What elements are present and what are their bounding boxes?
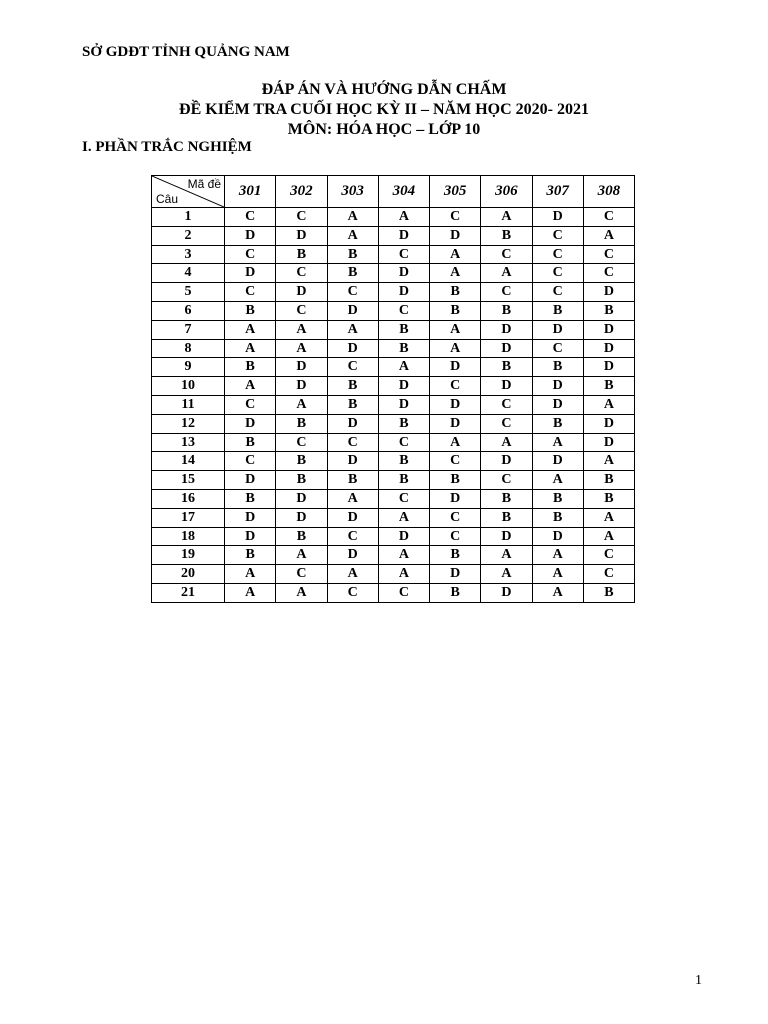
corner-header-cell	[152, 176, 225, 208]
answer-table-body	[152, 208, 635, 603]
answer-cell: B	[276, 414, 327, 433]
answer-cell: D	[532, 395, 583, 414]
answer-cell: B	[532, 508, 583, 527]
question-number-cell: 10	[152, 377, 225, 396]
answer-cell: C	[430, 377, 481, 396]
answer-cell: D	[583, 358, 634, 377]
answer-cell: D	[327, 301, 378, 320]
answer-cell: A	[378, 508, 429, 527]
answer-cell: C	[532, 264, 583, 283]
answer-cell: B	[327, 377, 378, 396]
answer-cell: A	[276, 395, 327, 414]
answer-cell: C	[430, 208, 481, 227]
answer-cell: B	[276, 452, 327, 471]
question-number-cell: 11	[152, 395, 225, 414]
answer-cell: B	[378, 471, 429, 490]
table-row	[152, 320, 635, 339]
answer-cell: D	[532, 452, 583, 471]
answer-cell: D	[583, 320, 634, 339]
answer-cell: C	[481, 414, 532, 433]
table-row	[152, 264, 635, 283]
exam-code-header: 306	[481, 176, 532, 208]
answer-cell: D	[225, 264, 276, 283]
table-row	[152, 395, 635, 414]
answer-cell: A	[225, 583, 276, 602]
answer-cell: C	[378, 433, 429, 452]
answer-cell: C	[225, 208, 276, 227]
answer-cell: D	[532, 527, 583, 546]
answer-cell: C	[378, 245, 429, 264]
answer-cell: B	[532, 358, 583, 377]
answer-cell: D	[378, 395, 429, 414]
answer-cell: A	[327, 226, 378, 245]
answer-cell: B	[583, 301, 634, 320]
answer-cell: A	[583, 452, 634, 471]
answer-cell: D	[481, 527, 532, 546]
answer-cell: D	[327, 452, 378, 471]
answer-cell: A	[481, 433, 532, 452]
answer-cell: A	[430, 245, 481, 264]
table-row	[152, 527, 635, 546]
exam-code-header: 304	[378, 176, 429, 208]
table-row	[152, 508, 635, 527]
answer-cell: B	[225, 358, 276, 377]
answer-cell: A	[430, 264, 481, 283]
answer-cell: A	[327, 489, 378, 508]
answer-cell: B	[276, 527, 327, 546]
table-row	[152, 583, 635, 602]
table-row	[152, 301, 635, 320]
table-row	[152, 358, 635, 377]
answer-cell: B	[532, 489, 583, 508]
answer-cell: B	[276, 471, 327, 490]
answer-cell: B	[378, 452, 429, 471]
question-number-cell: 2	[152, 226, 225, 245]
answer-cell: D	[481, 583, 532, 602]
table-row	[152, 377, 635, 396]
answer-cell: D	[430, 226, 481, 245]
answer-cell: B	[225, 546, 276, 565]
answer-cell: A	[430, 320, 481, 339]
answer-cell: C	[532, 226, 583, 245]
answer-cell: C	[481, 283, 532, 302]
question-number-cell: 19	[152, 546, 225, 565]
answer-cell: D	[532, 320, 583, 339]
answer-cell: A	[225, 320, 276, 339]
answer-cell: C	[532, 245, 583, 264]
answer-cell: A	[532, 546, 583, 565]
answer-cell: C	[225, 283, 276, 302]
table-row	[152, 489, 635, 508]
question-number-cell: 5	[152, 283, 225, 302]
answer-cell: D	[430, 414, 481, 433]
answer-cell: A	[276, 339, 327, 358]
answer-cell: A	[276, 546, 327, 565]
table-header-row	[152, 176, 635, 208]
question-number-cell: 4	[152, 264, 225, 283]
question-number-cell: 20	[152, 565, 225, 584]
answer-cell: B	[430, 471, 481, 490]
answer-cell: C	[430, 527, 481, 546]
answer-cell: C	[327, 433, 378, 452]
answer-cell: D	[481, 320, 532, 339]
answer-cell: C	[378, 583, 429, 602]
answer-cell: B	[481, 301, 532, 320]
answer-cell: C	[481, 471, 532, 490]
answer-cell: B	[481, 489, 532, 508]
answer-cell: C	[276, 565, 327, 584]
table-row	[152, 414, 635, 433]
answer-cell: A	[276, 320, 327, 339]
table-row	[152, 565, 635, 584]
answer-cell: D	[430, 565, 481, 584]
answer-cell: D	[481, 339, 532, 358]
answer-cell: C	[430, 508, 481, 527]
table-row	[152, 283, 635, 302]
table-row	[152, 452, 635, 471]
answer-cell: B	[532, 414, 583, 433]
answer-cell: D	[481, 377, 532, 396]
answer-cell: A	[481, 546, 532, 565]
answer-cell: C	[481, 245, 532, 264]
question-number-cell: 16	[152, 489, 225, 508]
answer-cell: A	[225, 565, 276, 584]
answer-cell: D	[430, 489, 481, 508]
answer-cell: A	[583, 226, 634, 245]
answer-cell: B	[276, 245, 327, 264]
answer-cell: A	[532, 471, 583, 490]
answer-cell: B	[225, 301, 276, 320]
answer-cell: C	[481, 395, 532, 414]
question-number-cell: 9	[152, 358, 225, 377]
answer-cell: B	[583, 377, 634, 396]
page-number: 1	[695, 973, 702, 988]
question-number-cell: 12	[152, 414, 225, 433]
answer-cell: D	[430, 358, 481, 377]
answer-cell: D	[327, 546, 378, 565]
question-label: Câu	[156, 192, 179, 206]
section-heading: I. PHẦN TRẮC NGHIỆM	[82, 139, 252, 155]
answer-cell: C	[583, 245, 634, 264]
answer-cell: C	[276, 301, 327, 320]
question-number-cell: 8	[152, 339, 225, 358]
answer-cell: C	[378, 489, 429, 508]
answer-cell: A	[378, 208, 429, 227]
document-titles	[0, 80, 768, 140]
answer-cell: B	[225, 489, 276, 508]
table-row	[152, 546, 635, 565]
answer-cell: C	[225, 245, 276, 264]
answer-cell: D	[532, 208, 583, 227]
answer-cell: C	[276, 208, 327, 227]
answer-cell: D	[378, 264, 429, 283]
answer-cell: D	[327, 508, 378, 527]
answer-cell: D	[276, 489, 327, 508]
question-number-cell: 1	[152, 208, 225, 227]
answer-cell: C	[225, 395, 276, 414]
answer-cell: D	[276, 283, 327, 302]
answer-cell: D	[378, 283, 429, 302]
table-row	[152, 226, 635, 245]
answer-cell: C	[532, 283, 583, 302]
department-name: SỞ GDĐT TỈNH QUẢNG NAM	[82, 44, 290, 60]
answer-cell: D	[327, 414, 378, 433]
exam-code-header: 305	[430, 176, 481, 208]
answer-cell: B	[583, 471, 634, 490]
answer-cell: A	[276, 583, 327, 602]
answer-cell: D	[378, 377, 429, 396]
answer-cell: A	[481, 565, 532, 584]
answer-cell: A	[225, 339, 276, 358]
question-number-cell: 14	[152, 452, 225, 471]
question-number-cell: 13	[152, 433, 225, 452]
answer-cell: A	[481, 264, 532, 283]
answer-cell: C	[583, 565, 634, 584]
answer-cell: C	[327, 583, 378, 602]
answer-cell: D	[276, 358, 327, 377]
answer-cell: B	[430, 583, 481, 602]
answer-cell: B	[225, 433, 276, 452]
answer-cell: D	[225, 226, 276, 245]
answer-cell: A	[327, 565, 378, 584]
answer-cell: C	[583, 208, 634, 227]
answer-cell: B	[481, 358, 532, 377]
exam-code-label: Mã đề	[187, 177, 221, 191]
answer-cell: D	[225, 414, 276, 433]
answer-cell: A	[532, 565, 583, 584]
answer-cell: A	[583, 527, 634, 546]
answer-cell: A	[583, 508, 634, 527]
answer-cell: D	[276, 377, 327, 396]
answer-cell: B	[327, 245, 378, 264]
answer-cell: D	[583, 433, 634, 452]
answer-cell: D	[225, 471, 276, 490]
answer-cell: D	[225, 527, 276, 546]
answer-cell: D	[378, 527, 429, 546]
answer-cell: A	[481, 208, 532, 227]
title-line-1: ĐÁP ÁN VÀ HƯỚNG DẪN CHẤM	[261, 81, 507, 98]
answer-cell: B	[327, 395, 378, 414]
answer-cell: C	[225, 452, 276, 471]
exam-code-header: 303	[327, 176, 378, 208]
answer-cell: D	[430, 395, 481, 414]
answer-cell: D	[378, 226, 429, 245]
table-row	[152, 339, 635, 358]
answer-cell: C	[276, 264, 327, 283]
answer-cell: D	[276, 508, 327, 527]
question-number-cell: 7	[152, 320, 225, 339]
answer-cell: B	[327, 471, 378, 490]
answer-cell: B	[430, 546, 481, 565]
answer-cell: B	[327, 264, 378, 283]
exam-code-header: 302	[276, 176, 327, 208]
question-number-cell: 21	[152, 583, 225, 602]
answer-key-table	[151, 175, 635, 603]
title-line-3: MÔN: HÓA HỌC – LỚP 10	[287, 121, 481, 138]
question-number-cell: 15	[152, 471, 225, 490]
table-row	[152, 208, 635, 227]
answer-cell: D	[225, 508, 276, 527]
answer-cell: D	[583, 414, 634, 433]
answer-cell: D	[583, 283, 634, 302]
question-number-cell: 3	[152, 245, 225, 264]
answer-cell: A	[532, 433, 583, 452]
answer-cell: D	[583, 339, 634, 358]
answer-cell: B	[583, 489, 634, 508]
answer-cell: A	[327, 208, 378, 227]
answer-cell: A	[583, 395, 634, 414]
exam-code-header: 308	[583, 176, 634, 208]
table-row	[152, 471, 635, 490]
answer-cell: B	[481, 226, 532, 245]
answer-cell: C	[430, 452, 481, 471]
question-number-cell: 18	[152, 527, 225, 546]
answer-cell: C	[378, 301, 429, 320]
table-row	[152, 433, 635, 452]
answer-cell: C	[583, 546, 634, 565]
answer-cell: C	[583, 264, 634, 283]
answer-cell: D	[327, 339, 378, 358]
answer-cell: B	[430, 301, 481, 320]
answer-cell: D	[532, 377, 583, 396]
answer-cell: A	[225, 377, 276, 396]
answer-cell: D	[276, 226, 327, 245]
answer-cell: A	[378, 546, 429, 565]
answer-cell: A	[378, 358, 429, 377]
answer-cell: B	[481, 508, 532, 527]
answer-cell: C	[276, 433, 327, 452]
answer-cell: B	[583, 583, 634, 602]
question-number-cell: 6	[152, 301, 225, 320]
answer-cell: A	[430, 339, 481, 358]
answer-cell: B	[378, 339, 429, 358]
answer-cell: B	[378, 414, 429, 433]
question-number-cell: 17	[152, 508, 225, 527]
answer-cell: B	[532, 301, 583, 320]
answer-cell: A	[532, 583, 583, 602]
exam-code-header: 301	[225, 176, 276, 208]
answer-cell: A	[378, 565, 429, 584]
answer-cell: C	[327, 358, 378, 377]
answer-cell: C	[532, 339, 583, 358]
answer-cell: B	[430, 283, 481, 302]
answer-cell: D	[481, 452, 532, 471]
answer-cell: C	[327, 283, 378, 302]
answer-cell: B	[378, 320, 429, 339]
exam-code-header: 307	[532, 176, 583, 208]
table-row	[152, 245, 635, 264]
answer-cell: C	[327, 527, 378, 546]
answer-cell: A	[430, 433, 481, 452]
title-line-2: ĐỀ KIỂM TRA CUỐI HỌC KỲ II – NĂM HỌC 2020- 2021	[179, 101, 589, 118]
answer-cell: A	[327, 320, 378, 339]
